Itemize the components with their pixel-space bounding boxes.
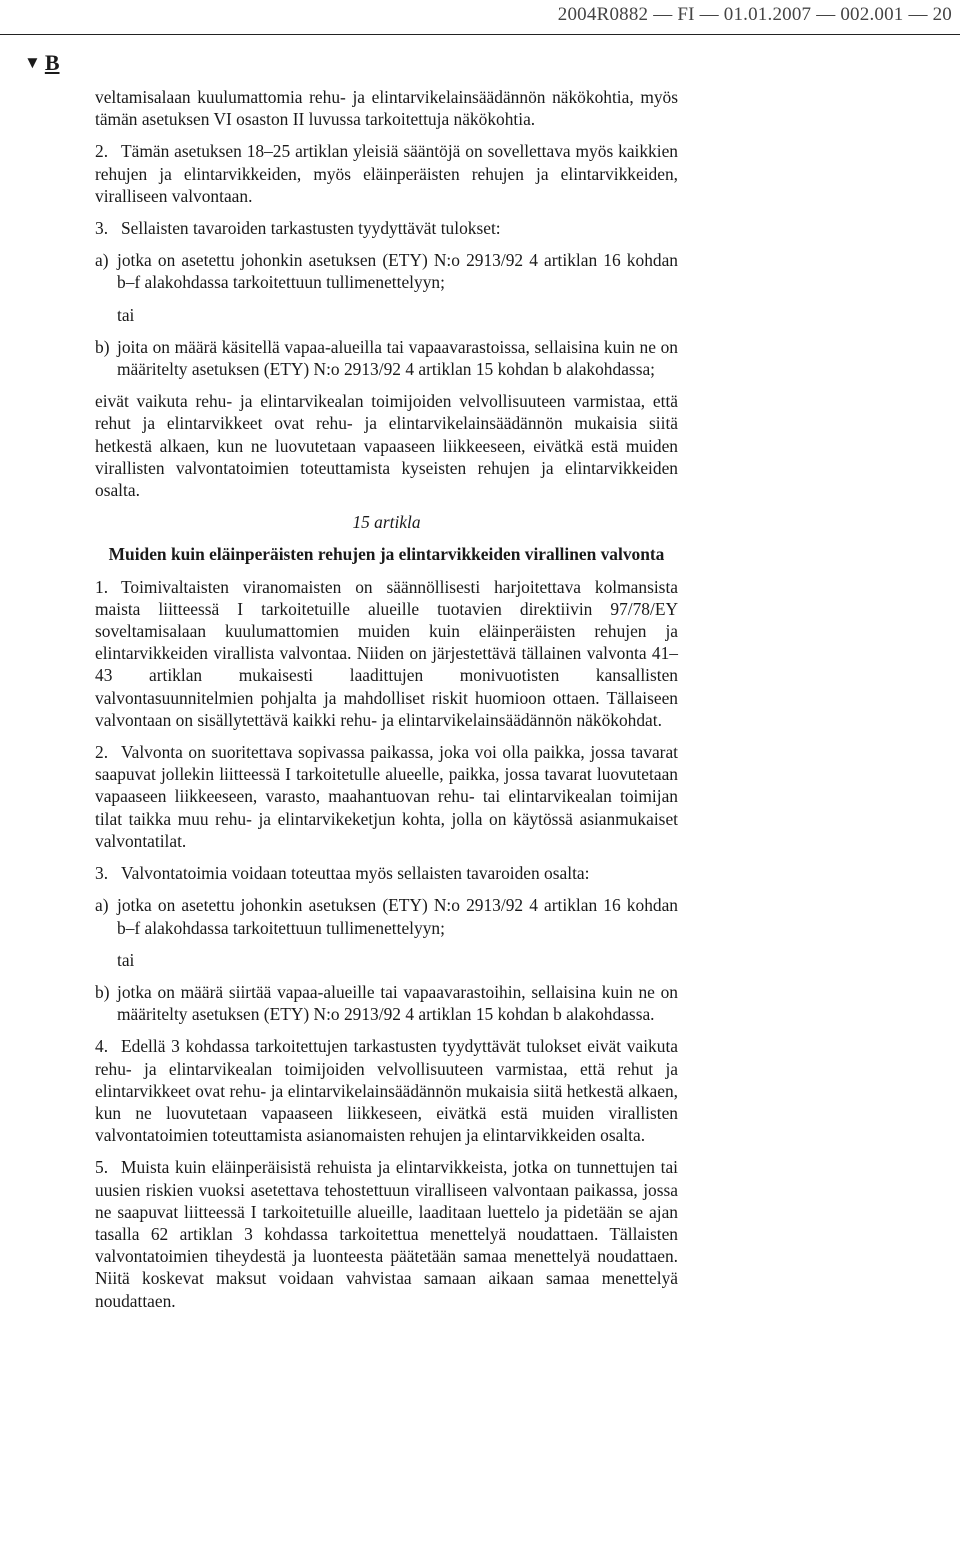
paragraph-number: 3. [95,218,109,239]
paragraph-text: Muista kuin eläinperäisistä rehuista ja elintarvikkeista, jotka on tunnettujen tai uusien riskien vuoksi asetettava tehostettuun viralliseen valvontaan paikassa, jossa ne saapuvat liitteessä I tarkoitetuille alueille, laaditaan luettelo ja pidetään se ajan tasalla 62 artiklan 3 kohdassa tarkoitettua menettelyä noudattaen. Tällaisten valvontatoimien tiheydestä ja luonteesta päätetään samaa menettelyä noudattaen. Niitä koskevat maksut voidaan vahvistaa samaan aikaan samaa menettelyä noudattaen. [95,1157,678,1311]
article-number: 15 artikla [352,512,421,533]
triangle-down-icon: ▼ [24,53,41,72]
article-title: Muiden kuin eläinperäisten rehujen ja elintarvikkeiden virallinen valvonta [108,544,665,565]
amendment-marker [24,50,60,76]
paragraph-text: Edellä 3 kohdassa tarkoitettujen tarkastusten tyydyttävät tulokset eivät vaikuta rehu- ja elintarvikealan toimijoiden velvollisuuteen varmistaa, että rehut ja elintarvikkeet ovat rehu- ja elintarvikelainsäädännön mukaisia siitä hetkestä alkaen, kun ne luovutetaan vapaaseen liikkeseen, eivätkä estä muiden virallisten valvontatoimien toteuttamista asianomaisten rehujen ja elintarvikkeiden osalta. [95,1036,678,1146]
item-letter: b) [95,981,110,1002]
list-item-a [95,894,678,938]
page-header [0,0,960,35]
document-body [95,86,678,1322]
item-letter: b) [95,336,110,357]
paragraph-number: 2. [95,141,109,162]
document-reference: 2004R0882 — FI — 01.01.2007 — 002.001 — 20 [557,4,952,25]
paragraph-3-tail: eivät vaikuta rehu- ja elintarvikealan toimijoiden velvollisuuteen varmistaa, että rehut ja elintarvikkeet ovat rehu- ja elintarvikelainsäädännön mukaisia siitä hetkestä alkaen, kun ne luovutetaan vapaaseen liikkeeseen, eivätkä estä muiden virallisten valvontatoimien toteuttamista kyseisten rehujen ja elintarvikkeiden osalta. [95,391,678,501]
article-paragraph-4 [95,1035,678,1146]
list-item-b [95,981,678,1025]
paragraph-2 [95,140,678,207]
paragraph-number: 3. [95,863,109,884]
article-paragraph-5 [95,1156,678,1311]
continued-paragraph: veltamisalaan kuulumattomia rehu- ja elintarvikelainsäädännön näkökohtia, myös tämän asetuksen VI osaston II luvussa tarkoitettuja näkökohtia. [95,87,678,130]
paragraph-number: 2. [95,742,109,763]
marker-label: B [44,50,60,75]
item-letter: a) [95,895,109,916]
article-paragraph-3 [95,862,678,884]
article-paragraph-2 [95,741,678,852]
list-item-b [95,336,678,380]
paragraph-3 [95,217,678,239]
conjunction: tai [117,304,135,325]
paragraph-number: 5. [95,1157,109,1178]
paragraph-text: Tämän asetuksen 18–25 artiklan yleisiä sääntöjä on sovellettava myös kaikkien rehujen ja elintarvikkeiden, myös eläinperäisten rehujen ja elintarvikkeiden, viralliseen valvontaan. [95,141,678,206]
paragraph-text: Valvontatoimia voidaan toteuttaa myös sellaisten tavaroiden osalta: [121,863,590,884]
paragraph-text: Valvonta on suoritettava sopivassa paikassa, joka voi olla paikka, jossa tavarat saapuvat jollekin liitteessä I tarkoitetulle alueelle, paikka, jossa tavarat luovutetaan vapaaseen liikkeeseen, varasto, maahantuovan rehu- tai elintarvikealan toimijan tilat taikka muu rehu- ja elintarvikeketjun kohta, jolla on käytössä asianmukaiset valvontatilat. [95,742,678,851]
item-text: jotka on asetettu johonkin asetuksen (ETY) N:o 2913/92 4 artiklan 16 kohdan b–f alakohdassa tarkoitettuun tullimenettelyyn; [117,895,678,938]
item-text: joita on määrä käsitellä vapaa-alueilla tai vapaavarastoissa, sellaisina kuin ne on määritelty asetuksen (ETY) N:o 2913/92 4 artiklan 15 kohdan b alakohdassa; [117,336,678,380]
conjunction: tai [117,949,135,970]
paragraph-text: Toimivaltaisten viranomaisten on säännöllisesti harjoitettava kolmansista maista liitteessä I tarkoitetuille alueille tuotavien direktiivin 97/78/EY soveltamisalaan kuulumattomien muiden kuin eläinperäisten rehujen ja elintarvikkeiden virallista valvontaa. Niiden on järjestettävä tällainen valvonta 41–43 artiklan mukaisesti laadittujen monivuotisten kansallisten valvontasuunnitelmien pohjalta ja mahdolliset riskit huomioon ottaen. Tällaiseen valvontaan on sisällytettävä kaikki rehu- ja elintarvikelainsäädännön näkökohdat. [95,576,678,730]
article-paragraph-1 [95,576,678,731]
paragraph-number: 1. [95,576,109,597]
item-text: jotka on asetettu johonkin asetuksen (ETY) N:o 2913/92 4 artiklan 16 kohdan b–f alakohdassa tarkoitettuun tullimenettelyyn; [117,250,678,293]
paragraph-number: 4. [95,1036,109,1057]
paragraph-text: Sellaisten tavaroiden tarkastusten tyydyttävät tulokset: [121,218,501,239]
item-letter: a) [95,250,109,271]
item-text: jotka on määrä siirtää vapaa-alueille tai vapaavarastoihin, sellaisina kuin ne on määritelty asetuksen (ETY) N:o 2913/92 4 artiklan 15 kohdan b alakohdassa. [117,981,678,1025]
list-item-a [95,249,678,293]
